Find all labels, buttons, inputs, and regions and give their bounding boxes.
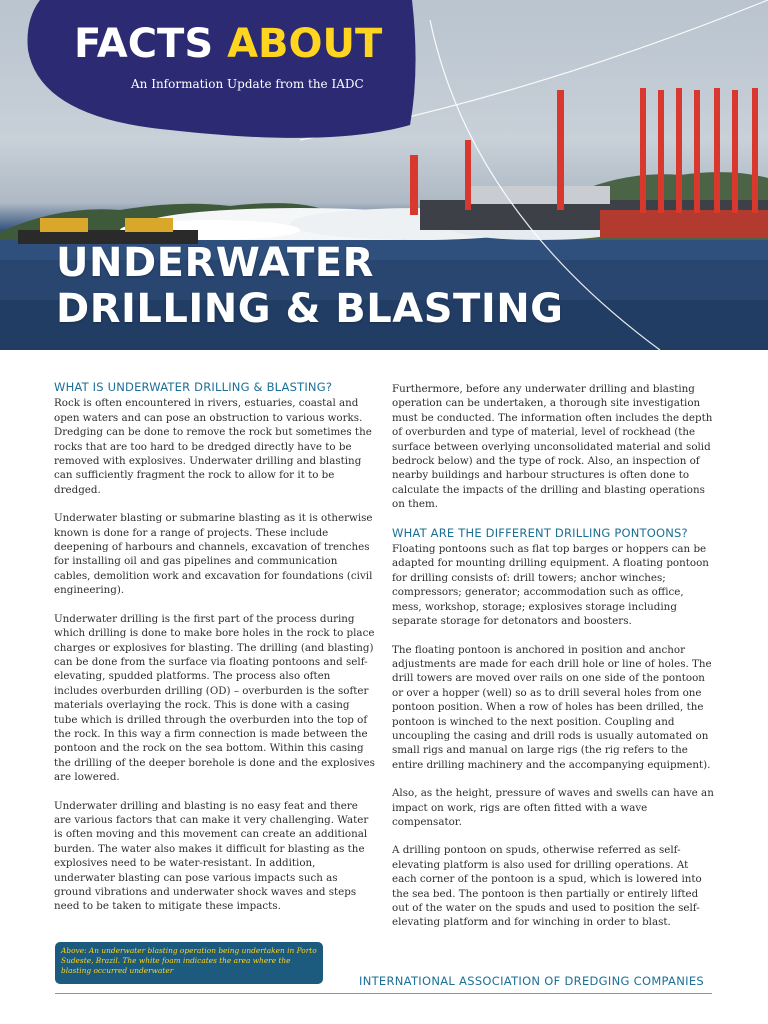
brand-about: ABOUT [227,21,383,67]
paragraph: Underwater drilling is the first part of the process during which drilling is done to make bore holes in the rock to place charges or explosives for blasting. The drilling (and blasting) can be done from the surface via floating pontoons and self-elevating, spudded platforms. The process also often includes overburden drilling (OD) – overburden is the softer materials overlaying the rock. This is done with a casing tube which is drilled through the overburden into the top of the rock. In this way a firm connection is made between the pontoon and the rock on the sea bottom. Within this casing the drilling of the deeper borehole is done and the explosives are lowered. [54,612,375,784]
left-column [54,380,376,928]
paragraph: Rock is often encountered in rivers, estuaries, coastal and open waters and can pose an obstruction to various works. Dredging can be done to remove the rock but sometimes the rocks that are too hard to be dredged directly have to be removed with explosives. Underwater drilling and blasting can sufficiently fragment the rock to allow for it to be dredged. [54,397,372,496]
brand-title [74,21,383,67]
paragraph: Underwater blasting or submarine blasting as it is otherwise known is done for a range of projects. These include deepening of harbours and channels, excavation of trenches for installing oil and gas pipelines and communication cables, demolition work and excavation for foundations (civil engineering). [54,512,373,597]
paragraph: Furthermore, before any underwater drilling and blasting operation can be undertaken, a thorough site investigation must be conducted. The information often includes the depth of overburden and type of material, level of rockhead (the surface between overlying unconsolidated material and solid bedrock below) and the type of rock. Also, an inspection of nearby buildings and harbour structures is often done to calculate the impacts of the drilling and blasting operations on them. [392,383,713,511]
title-line-2: DRILLING & BLASTING [56,286,564,332]
section-heading-what-is: WHAT IS UNDERWATER DRILLING & BLASTING? [54,380,333,394]
title-line-1: UNDERWATER [56,240,374,286]
tagline: An Information Update from the IADC [131,77,364,91]
paragraph: Floating pontoons such as flat top barges or hoppers can be adapted for mounting drilling equipment. A floating pontoon for drilling consists of: drill towers; anchor winches; compressors; generator; accommodation such as office, mess, workshop, storage; explosives storage including separate storage for detonators and boosters. [392,543,709,628]
association-name: INTERNATIONAL ASSOCIATION OF DREDGING COMPANIES [359,974,704,988]
footer-divider [55,993,712,994]
section-heading-pontoons: WHAT ARE THE DIFFERENT DRILLING PONTOONS? [392,525,688,540]
page-title [56,240,564,332]
brand-facts: FACTS [74,21,214,67]
hero-banner [0,0,768,350]
paragraph: Also, as the height, pressure of waves and swells can have an impact on work, rigs are often fitted with a wave compensator. [392,787,714,828]
photo-caption: Above: An underwater blasting operation being undertaken in Porto Sudeste, Brazil. The white foam indicates the area where the blasting occurred underwater [55,942,323,984]
paragraph: Underwater drilling and blasting is no easy feat and there are various factors that can make it very challenging. Water is often moving and this movement can create an additional burden. The water also makes it difficult for blasting as the explosives need to be water-resistant. In addition, underwater blasting can pose various impacts such as ground vibrations and underwater shock waves and steps need to be taken to mitigate these impacts. [54,799,369,913]
right-column [392,382,714,944]
paragraph: The floating pontoon is anchored in position and anchor adjustments are made for each drill hole or line of holes. The drill towers are moved over rails on one side of the pontoon or over a hopper (well) so as to drill several holes from one pontoon position. When a row of holes has been drilled, the pontoon is winched to the next position. Coupling and uncoupling the casing and drill rods is usually automated on small rigs and manual on large rigs (the rig refers to the entire drilling machinery and the accompanying equipment). [392,643,712,771]
paragraph: A drilling pontoon on spuds, otherwise referred as self-elevating platform is also used for drilling operations. At each corner of the pontoon is a spud, which is lowered into the sea bed. The pontoon is then partially or entirely lifted out of the water on the spuds and used to position the self-elevating platform and for winching in order to blast. [392,844,702,929]
